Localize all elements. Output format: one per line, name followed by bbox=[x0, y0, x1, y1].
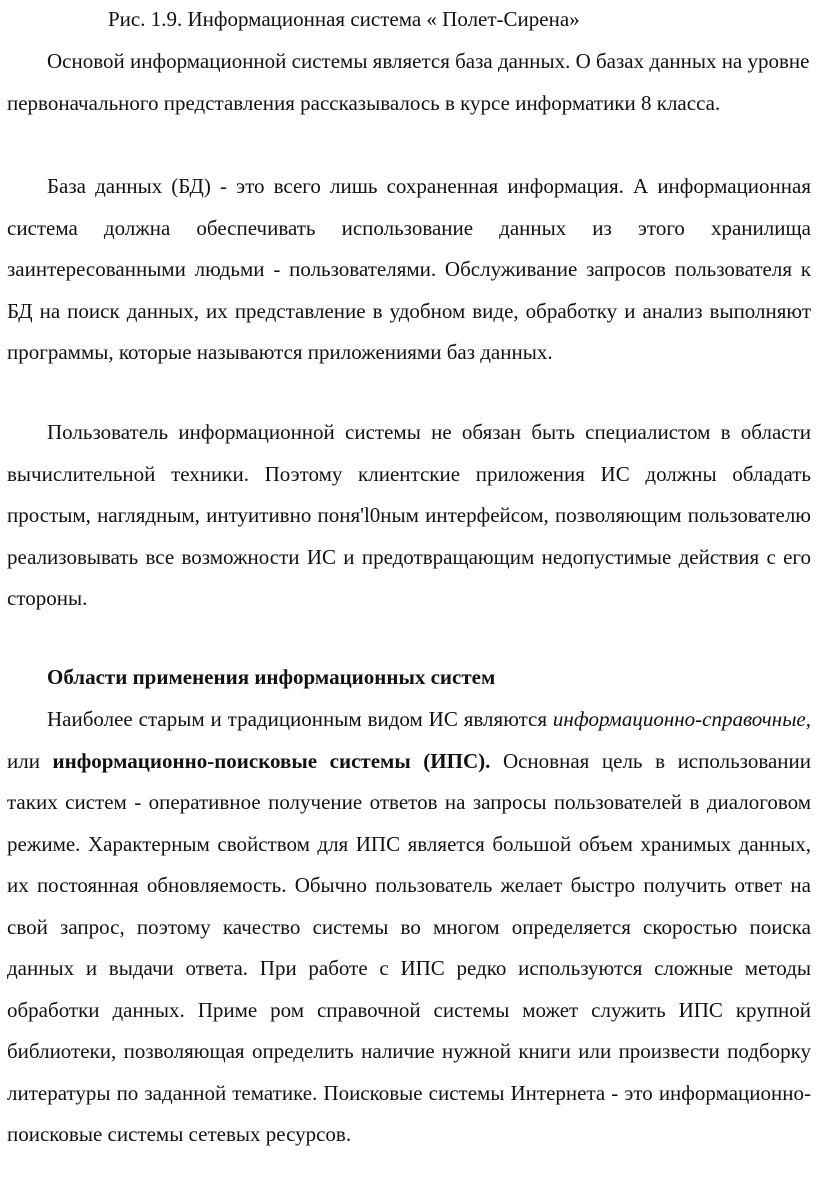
figure-caption: Рис. 1.9. Информационная система « Полет-Сирена» bbox=[108, 7, 580, 31]
paragraph-database-basis: Основой информационной системы является база данных. О базах данных на уровне первоначального представления рассказывалось в курсе информатики 8 класса. bbox=[7, 49, 810, 115]
paragraph-database-definition: База данных (БД) - это всего лишь сохраненная информация. А информационная система должна обеспечивать использование данных из этого хранилища заинтересованными людьми - пользователями. Обслуживание запросов пользователя к БД на поиск данных, их представление в удобном виде, обработку и анализ выполняют программы, которые называются приложениями баз данных. bbox=[7, 174, 811, 364]
paragraph-ips bbox=[7, 699, 811, 1156]
paragraph-user-interface: Пользователь информационной системы не обязан быть специалистом в области вычислительной техники. Поэтому клиентские приложения ИС должны обладать простым, наглядным, интуитивно поня'l0ным интерфейсом, позволяющим пользователю реализовывать все возможности ИС и предотвращающим недопустимые действия с его стороны. bbox=[7, 420, 811, 610]
bold-term: информационно-поисковые системы (ИПС). bbox=[52, 748, 491, 773]
paragraph-ips-text-2: , или bbox=[7, 707, 811, 773]
paragraph-ips-text-1: Наиболее старым и традиционным видом ИС являются bbox=[47, 707, 553, 731]
italic-term: информационно-справочные bbox=[552, 707, 806, 731]
paragraph-ips-text-3: Основная цель в использовании таких систем - оперативное получение ответов на запросы пользователей в диалоговом режиме. Характерным свойством для ИПС является большой объем хранимых данных, их постоянная обновляемость. Обычно пользователь желает быстро получить ответ на свой запрос, поэтому качество системы во многом определяется скоростью поиска данных и выдачи ответа. При работе с ИПС редко используются сложные методы обработки данных. Приме ром справочной системы может служить ИПС крупной библиотеки, позволяющая определить наличие нужной книги или произвести подборку литературы по заданной тематике. Поисковые системы Интернета - это информационно-поисковые системы сетевых ресурсов. bbox=[7, 748, 811, 1146]
section-heading: Области применения информационных систем bbox=[47, 665, 496, 689]
